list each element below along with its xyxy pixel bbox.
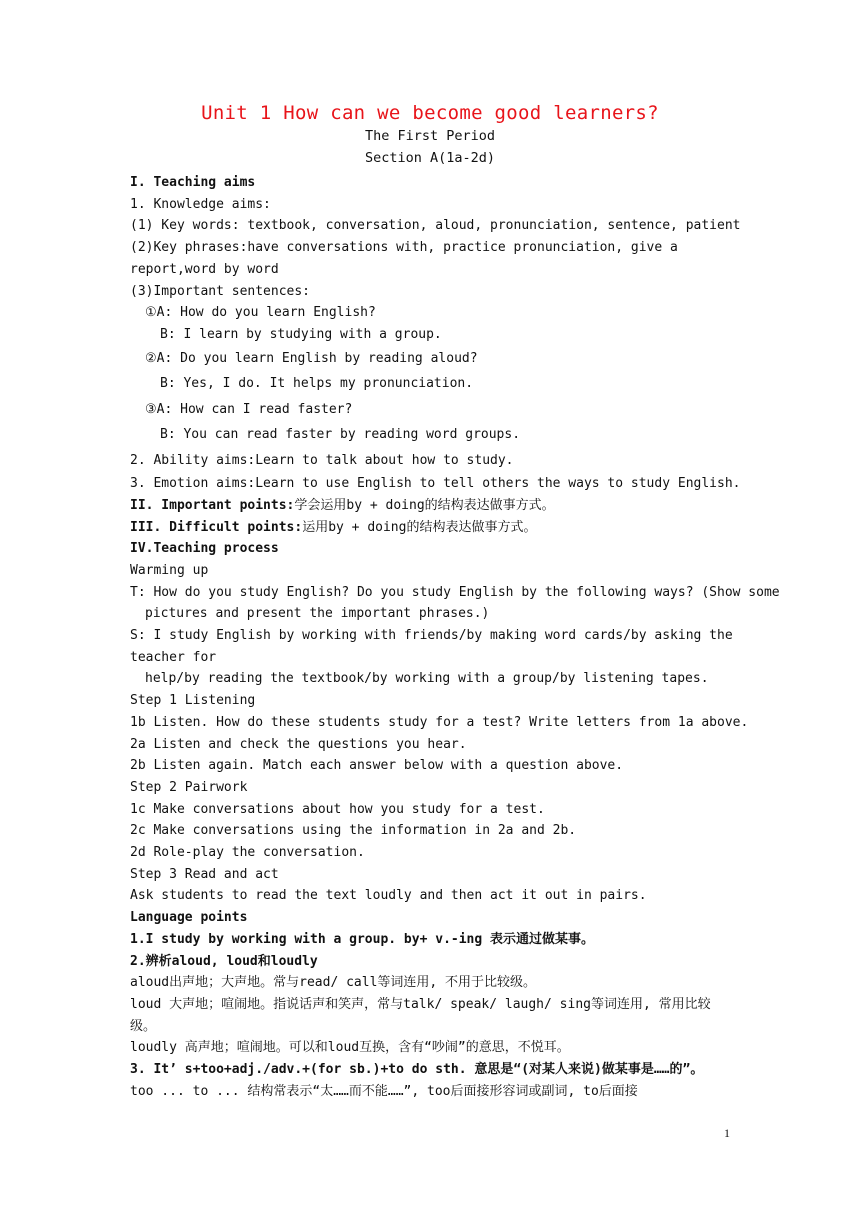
line-text: (2)Key phrases:have conversations with, practice pronunciation, give a report,word by word: [130, 240, 678, 277]
line-text: 3. Emotion aims:Learn to use English to tell others the ways to study English.: [130, 476, 741, 492]
text-line: [130, 777, 735, 799]
line-text: aloud出声地；大声地。常与read/ call等词连用, 不用于比较级。: [130, 975, 537, 991]
line-text: 1. Knowledge aims:: [130, 196, 271, 212]
text-line: [130, 517, 735, 539]
text-line: [130, 281, 735, 303]
line-text: too ... to ... 结构常表示“太……而不能……”, too后面接形容词或副词, to后面接: [130, 1083, 638, 1099]
text-line: [130, 885, 735, 907]
document-title: Unit 1 How can we become good learners?: [201, 102, 659, 124]
line-text: 1.I study by working with a group. by+ v.-ing 表示通过做某事。: [130, 931, 595, 947]
line-text: B: Yes, I do. It helps my pronunciation.: [160, 376, 474, 392]
text-line: [130, 172, 735, 194]
line-label: II. Important points:: [130, 497, 295, 513]
text-line: [130, 625, 735, 668]
text-line: [130, 864, 735, 886]
line-text: ①A: How do you learn English?: [145, 305, 376, 321]
period-subtitle: The First Period: [364, 128, 496, 144]
text-line: [130, 324, 735, 346]
text-line: [130, 495, 735, 517]
line-text: IV.Teaching process: [130, 541, 279, 557]
text-line: [130, 972, 735, 994]
text-line: [130, 397, 735, 423]
text-line: [130, 734, 735, 756]
line-text: T: How do you study English? Do you study English by the following ways? (Show some: [130, 584, 780, 600]
line-text: 2a Listen and check the questions you hear.: [130, 736, 467, 752]
text-line: [130, 929, 735, 951]
line-text: Step 2 Pairwork: [130, 779, 248, 795]
line-text: (1) Key words: textbook, conversation, aloud, pronunciation, sentence, patient: [130, 218, 741, 234]
text-line: [130, 448, 735, 474]
text-line: [130, 820, 735, 842]
text-line: [130, 215, 741, 237]
text-line: [130, 994, 735, 1037]
text-line: [130, 712, 749, 734]
text-line: [130, 582, 780, 604]
line-text: 1c Make conversations about how you study for a test.: [130, 801, 545, 817]
line-text: 2.辨析aloud, loud和loudly: [130, 953, 318, 969]
line-text: 2d Role-play the conversation.: [130, 845, 365, 861]
text-line: [130, 799, 735, 821]
line-text: 运用by + doing的结构表达做事方式。: [302, 519, 537, 535]
text-line: [130, 371, 735, 397]
line-text: 2c Make conversations using the information in 2a and 2b.: [130, 823, 577, 839]
text-line: [130, 603, 735, 625]
line-text: Language points: [130, 910, 248, 926]
text-line: [130, 302, 735, 324]
line-text: Warming up: [130, 562, 209, 578]
line-label: III. Difficult points:: [130, 519, 303, 535]
text-line: [130, 1059, 735, 1081]
line-text: B: I learn by studying with a group.: [160, 326, 442, 342]
line-text: 学会运用by + doing的结构表达做事方式。: [294, 497, 555, 513]
text-line: [130, 538, 735, 560]
text-line: [130, 842, 735, 864]
line-text: (3)Important sentences:: [130, 283, 311, 299]
page-number: 1: [724, 1126, 730, 1140]
line-text: 3. It’ s+too+adj./adv.+(for sb.)+to do sth. 意思是“(对某人来说)做某事是……的”。: [130, 1062, 704, 1078]
line-text: loud 大声地；喧闹地。指说话声和笑声，常与talk/ speak/ laugh/ sing等词连用, 常用比较级。: [130, 997, 711, 1034]
line-text: ③A: How can I read faster?: [145, 401, 353, 417]
text-line: [130, 473, 741, 495]
text-line: [130, 951, 735, 973]
text-line: [130, 907, 735, 929]
line-text: I. Teaching aims: [130, 175, 256, 190]
text-line: [130, 1037, 735, 1059]
line-text: ②A: Do you learn English by reading aloud?: [145, 350, 478, 366]
line-text: 1b Listen. How do these students study for a test? Write letters from 1a above.: [130, 714, 749, 730]
line-text: Ask students to read the text loudly and then act it out in pairs.: [130, 888, 647, 904]
line-text: 2. Ability aims:Learn to talk about how to study.: [130, 452, 514, 468]
text-line: [130, 1081, 735, 1103]
text-line: [130, 346, 735, 372]
section-subtitle: Section A(1a-2d): [364, 150, 496, 166]
text-line: [130, 690, 735, 712]
line-text: help/by reading the textbook/by working with a group/by listening tapes.: [145, 671, 709, 687]
line-text: B: You can read faster by reading word groups.: [160, 427, 521, 443]
text-line: [130, 194, 735, 216]
line-text: Step 3 Read and act: [130, 866, 279, 882]
line-text: 2b Listen again. Match each answer below with a question above.: [130, 758, 624, 774]
document-body: [130, 172, 780, 1103]
text-line: [130, 668, 735, 690]
line-text: Step 1 Listening: [130, 693, 256, 709]
line-text: pictures and present the important phrases.): [145, 606, 490, 622]
text-line: [130, 560, 735, 582]
line-text: S: I study English by working with friends/by making word cards/by asking the teacher for: [130, 628, 733, 665]
text-line: [130, 422, 735, 448]
line-text: loudly 高声地；喧闹地。可以和loud互换，含有“吵闹”的意思，不悦耳。: [130, 1040, 570, 1056]
text-line: [130, 237, 735, 280]
text-line: [130, 755, 735, 777]
